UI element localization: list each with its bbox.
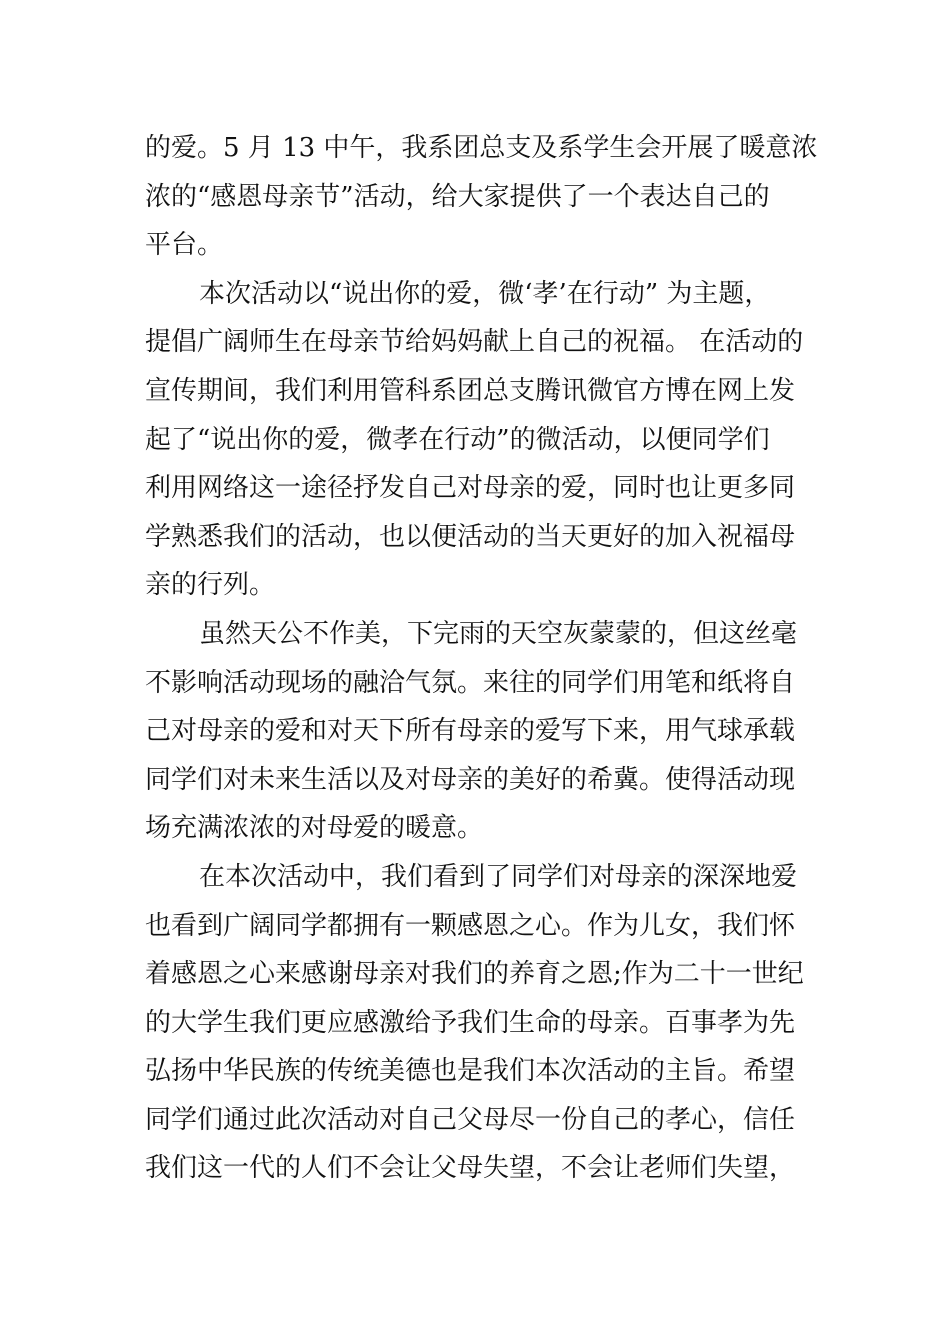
- paragraph-1-line-1: 的爱。5 月 13 中午，我系团总支及系学生会开展了暖意浓: [145, 133, 818, 163]
- paragraph-3-line-4: 同学们对未来生活以及对母亲的美好的希冀。使得活动现: [145, 764, 796, 795]
- paragraph-3-line-5: 场充满浓浓的对母爱的暖意。: [145, 813, 484, 844]
- paragraph-4-line-3: 着感恩之心来感谢母亲对我们的养育之恩;作为二十一世纪: [145, 959, 804, 990]
- paragraph-4-line-5: 弘扬中华民族的传统美德也是我们本次活动的主旨。希望: [145, 1056, 796, 1087]
- paragraph-3-line-2: 不影响活动现场的融洽气氛。来往的同学们用笔和纸将自: [145, 667, 796, 698]
- paragraph-3-line-1: 虽然天公不作美，下完雨的天空灰蒙蒙的，但这丝毫: [199, 618, 798, 649]
- paragraph-2-line-6: 学熟悉我们的活动，也以便活动的当天更好的加入祝福母: [145, 521, 796, 552]
- paragraph-3-line-3: 己对母亲的爱和对天下所有母亲的爱写下来，用气球承载: [145, 716, 796, 747]
- paragraph-4-line-1: 在本次活动中，我们看到了同学们对母亲的深深地爱: [199, 861, 798, 892]
- paragraph-1-line-3: 平台。: [145, 230, 224, 261]
- paragraph-2-line-2: 提倡广阔师生在母亲节给妈妈献上自己的祝福。 在活动的: [145, 327, 804, 358]
- paragraph-4-line-4: 的大学生我们更应感激给予我们生命的母亲。百事孝为先: [145, 1007, 796, 1038]
- paragraph-2-line-1: 本次活动以“说出你的爱，微‘孝’在行动” 为主题，: [199, 278, 771, 309]
- paragraph-2-line-3: 宣传期间，我们利用管科系团总支腾讯微官方博在网上发: [145, 375, 796, 406]
- paragraph-4-line-7: 我们这一代的人们不会让父母失望，不会让老师们失望，: [145, 1153, 796, 1184]
- paragraph-4-line-6: 同学们通过此次活动对自己父母尽一份自己的孝心，信任: [145, 1104, 796, 1135]
- paragraph-2-line-7: 亲的行列。: [145, 570, 276, 601]
- document-body: [145, 124, 835, 1193]
- paragraph-2-line-4: 起了“说出你的爱，微孝在行动”的微活动，以便同学们: [145, 424, 770, 455]
- paragraph-1-line-2: 浓的“感恩母亲节”活动，给大家提供了一个表达自己的: [145, 181, 770, 212]
- paragraph-4-line-2: 也看到广阔同学都拥有一颗感恩之心。作为儿女，我们怀: [145, 910, 796, 941]
- paragraph-2-line-5: 利用网络这一途径抒发自己对母亲的爱，同时也让更多同: [145, 473, 796, 504]
